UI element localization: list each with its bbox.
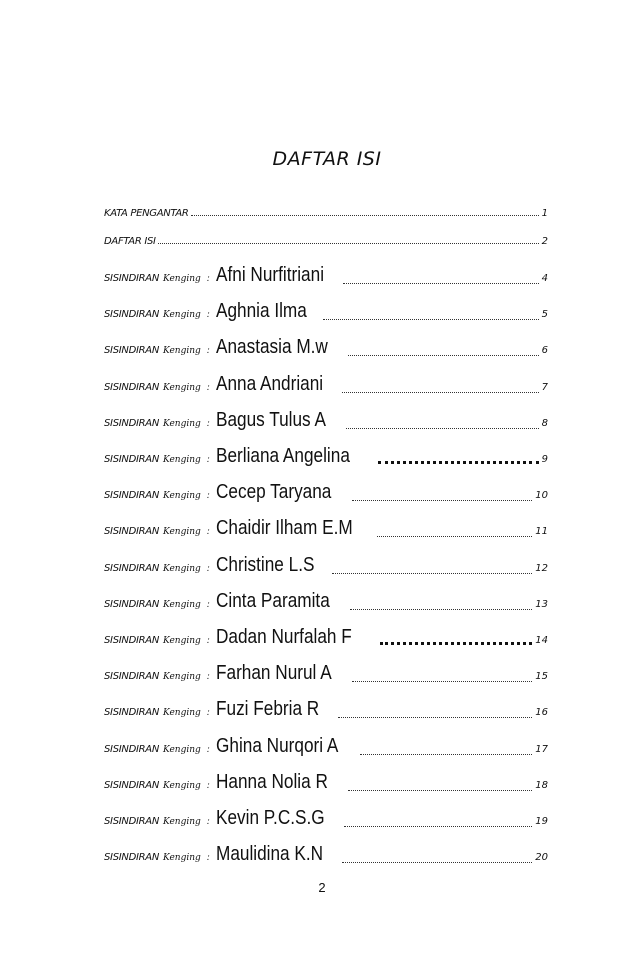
toc-entry-row	[104, 662, 548, 685]
entry-separator: :	[206, 817, 210, 827]
entry-separator: :	[206, 672, 210, 683]
entry-subprefix: Kenging	[163, 817, 201, 827]
toc-page-number: 6	[541, 345, 548, 357]
dot-leader	[352, 681, 532, 682]
entry-separator: :	[206, 346, 210, 357]
toc-entry-row	[104, 554, 548, 577]
toc-entry-row	[104, 445, 548, 468]
toc-entry-row	[104, 517, 548, 540]
dot-leader	[348, 790, 532, 791]
toc-row-daftar-isi	[104, 236, 548, 247]
toc-page-number: 5	[541, 309, 548, 321]
entry-separator: :	[206, 636, 210, 646]
toc-page-number: 19	[535, 816, 548, 827]
dot-leader	[352, 500, 532, 501]
toc-page-number: 14	[535, 635, 548, 646]
entry-prefix: SISINDIRAN	[104, 852, 159, 864]
toc-entry-row	[104, 481, 548, 504]
toc-entry-row	[104, 771, 548, 794]
toc-entry-row	[104, 336, 548, 359]
entry-subprefix: Kenging	[163, 346, 201, 357]
entry-prefix: SISINDIRAN	[104, 779, 159, 791]
toc-page-number: 18	[535, 779, 548, 791]
dot-leader	[360, 754, 532, 755]
dot-leader	[350, 609, 532, 610]
toc-entry-row	[104, 409, 548, 432]
entry-author-name: Anastasia M.w	[215, 336, 328, 359]
dot-leader	[377, 536, 532, 537]
toc-entry-row	[104, 735, 548, 758]
toc-entry-row	[104, 590, 548, 613]
entry-subprefix: Kenging	[163, 274, 201, 284]
toc-page-number: 1	[541, 208, 548, 219]
entry-separator: :	[206, 563, 210, 574]
entry-subprefix: Kenging	[163, 418, 201, 429]
dot-leader	[344, 826, 532, 827]
toc-entry-row	[104, 698, 548, 721]
entry-prefix: SISINDIRAN	[104, 417, 159, 429]
entry-author-name: Fuzi Febria R	[215, 698, 320, 721]
dot-leader	[191, 215, 539, 216]
toc-page-number: 12	[535, 562, 548, 574]
entry-prefix: SISINDIRAN	[104, 743, 159, 755]
entry-author-name: Dadan Nurfalah F	[215, 626, 352, 648]
toc-entry-row	[104, 300, 548, 323]
entry-subprefix: Kenging	[163, 853, 201, 864]
toc-entry-row	[104, 807, 548, 830]
toc-page-number: 8	[541, 417, 548, 429]
dot-leader	[348, 355, 539, 356]
entry-prefix: SISINDIRAN	[104, 598, 159, 610]
entry-prefix: SISINDIRAN	[104, 671, 159, 683]
toc-page-number: 10	[535, 490, 548, 502]
toc-entry-row	[104, 373, 548, 396]
entry-separator: :	[206, 491, 210, 502]
entry-prefix: SISINDIRAN	[104, 273, 159, 284]
entry-prefix: SISINDIRAN	[104, 816, 159, 827]
toc-page-number: 16	[535, 707, 548, 719]
entry-subprefix: Kenging	[163, 382, 201, 393]
dot-leader	[342, 862, 532, 863]
toc-entry-row	[104, 843, 548, 866]
dot-leader	[380, 642, 533, 645]
entry-prefix: SISINDIRAN	[104, 381, 159, 393]
entry-author-name: Cinta Paramita	[215, 589, 330, 612]
entry-author-name: Hanna Nolia R	[215, 770, 328, 793]
entry-author-name: Aghnia Ilma	[215, 300, 307, 323]
entry-subprefix: Kenging	[163, 563, 201, 574]
entry-prefix: SISINDIRAN	[104, 454, 159, 465]
entry-subprefix: Kenging	[163, 310, 201, 321]
entry-author-name: Maulidina K.N	[215, 843, 323, 866]
entry-subprefix: Kenging	[163, 491, 201, 502]
entry-separator: :	[206, 527, 210, 538]
entry-subprefix: Kenging	[163, 599, 201, 610]
toc-label: KATA PENGANTAR	[104, 208, 189, 219]
entry-subprefix: Kenging	[163, 527, 201, 538]
entry-separator: :	[206, 418, 210, 429]
entry-author-name: Ghina Nurqori A	[215, 734, 339, 757]
entry-author-name: Christine L.S	[215, 553, 315, 576]
entry-separator: :	[206, 708, 210, 719]
entry-author-name: Kevin P.C.S.G	[215, 807, 325, 829]
toc-page-number: 20	[535, 852, 548, 864]
toc-page-number: 7	[541, 381, 548, 393]
entry-author-name: Cecep Taryana	[215, 481, 332, 504]
page-title: DAFTAR ISI	[272, 148, 382, 170]
toc-page-number: 17	[535, 743, 548, 755]
entry-prefix: SISINDIRAN	[104, 635, 159, 646]
entry-subprefix: Kenging	[163, 744, 201, 755]
entry-author-name: Afni Nurfitriani	[215, 264, 324, 286]
toc-page-number: 9	[541, 454, 548, 465]
entry-subprefix: Kenging	[163, 636, 201, 646]
dot-leader	[323, 319, 538, 320]
entry-author-name: Farhan Nurul A	[215, 662, 332, 685]
toc-row-kata-pengantar	[104, 208, 548, 219]
entry-author-name: Berliana Angelina	[215, 445, 350, 467]
entry-separator: :	[206, 455, 210, 465]
entry-separator: :	[206, 310, 210, 321]
table-of-contents	[104, 0, 548, 979]
entry-subprefix: Kenging	[163, 780, 201, 791]
entry-prefix: SISINDIRAN	[104, 345, 159, 357]
toc-entry-row	[104, 264, 548, 287]
toc-label: DAFTAR ISI	[104, 236, 156, 247]
entry-separator: :	[206, 382, 210, 393]
entry-separator: :	[206, 853, 210, 864]
dot-leader	[158, 243, 539, 244]
entry-separator: :	[206, 599, 210, 610]
toc-page-number: 11	[535, 526, 548, 538]
toc-page-number: 15	[535, 671, 548, 683]
toc-entry-row	[104, 626, 548, 649]
entry-separator: :	[206, 274, 210, 284]
entry-prefix: SISINDIRAN	[104, 707, 159, 719]
entry-prefix: SISINDIRAN	[104, 562, 159, 574]
dot-leader	[338, 717, 532, 718]
dot-leader	[343, 283, 538, 284]
entry-separator: :	[206, 780, 210, 791]
toc-page-number: 4	[541, 273, 548, 284]
entry-subprefix: Kenging	[163, 708, 201, 719]
entry-prefix: SISINDIRAN	[104, 490, 159, 502]
dot-leader	[346, 428, 539, 429]
entry-subprefix: Kenging	[163, 455, 201, 465]
page-number: 2	[318, 880, 326, 895]
entry-prefix: SISINDIRAN	[104, 526, 159, 538]
entry-prefix: SISINDIRAN	[104, 309, 159, 321]
dot-leader	[342, 392, 538, 393]
entry-subprefix: Kenging	[163, 672, 201, 683]
toc-page-number: 13	[535, 598, 548, 610]
dot-leader	[332, 573, 532, 574]
entry-separator: :	[206, 744, 210, 755]
entry-author-name: Anna Andriani	[215, 372, 323, 395]
entry-author-name: Bagus Tulus A	[215, 408, 326, 431]
toc-page-number: 2	[541, 236, 548, 247]
dot-leader	[378, 461, 539, 464]
entry-author-name: Chaidir Ilham E.M	[215, 517, 353, 540]
